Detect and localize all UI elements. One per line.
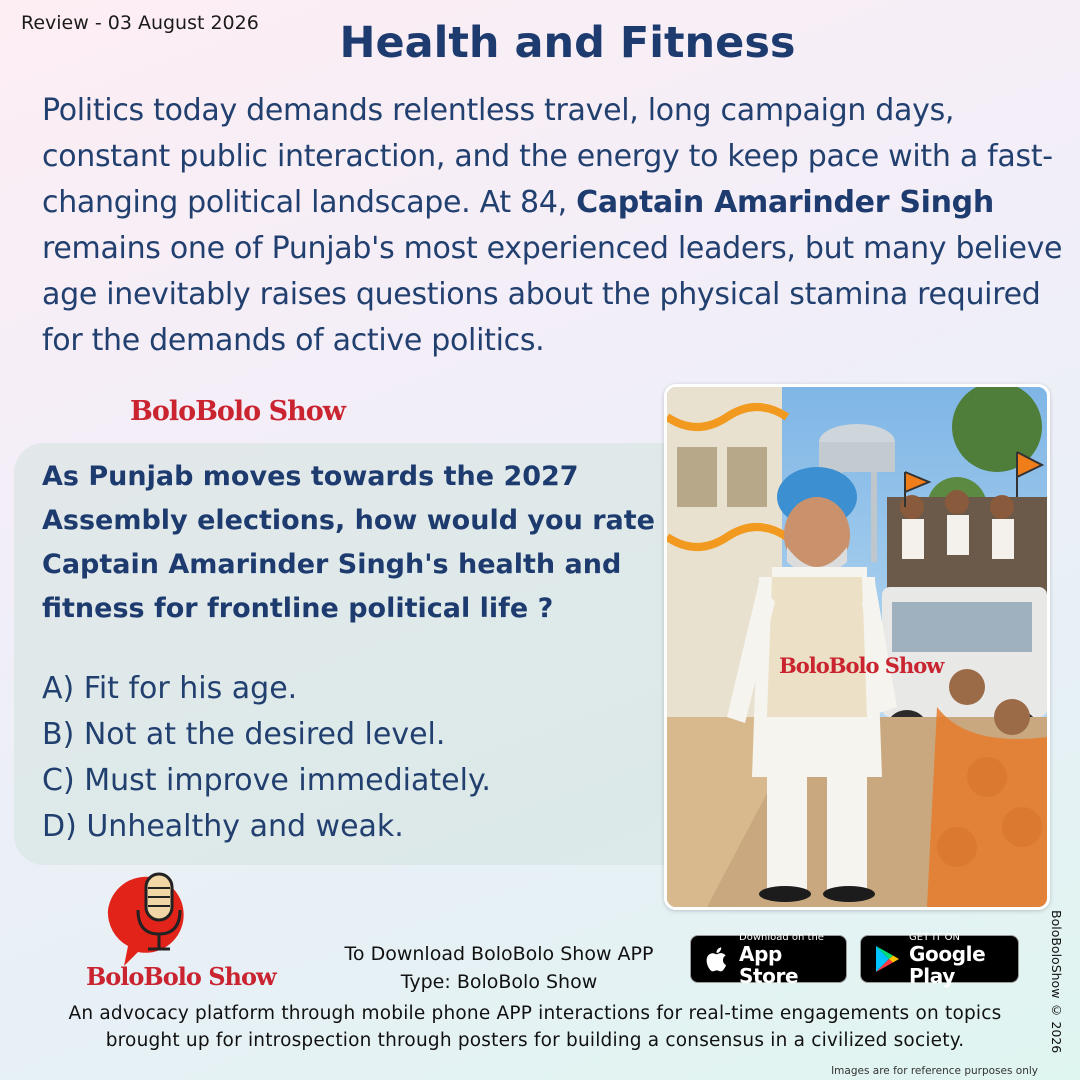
google-play-icon — [871, 943, 903, 975]
app-store-small-text: Download on the — [739, 931, 824, 943]
poll-option-d[interactable]: D) Unhealthy and weak. — [42, 809, 404, 844]
copyright-notice: BoloBoloShow © 2026 — [1049, 910, 1064, 1054]
footer-brand-text: BoloBolo Show — [86, 962, 276, 991]
poll-option-b[interactable]: B) Not at the desired level. — [42, 717, 446, 752]
intro-highlight-name: Captain Amarinder Singh — [576, 185, 994, 220]
poll-options — [42, 666, 491, 850]
download-line-2: Type: BoloBolo Show — [400, 971, 598, 993]
intro-text-before: Politics today demands relentless travel, long campaign days, constant public interaction, and the energy to keep pace with a fast-changing political landscape. At 84, — [42, 93, 1053, 220]
apple-icon — [701, 943, 733, 975]
download-line-1: To Download BoloBolo Show APP — [344, 943, 654, 965]
tagline: An advocacy platform through mobile phone APP interactions for real-time engagements on topics brought up for introspection through posters for building a consensus in a civilized society. — [68, 1003, 1002, 1051]
intro-paragraph — [42, 88, 1067, 364]
poll-option-c[interactable]: C) Must improve immediately. — [42, 763, 491, 798]
download-instructions — [330, 940, 668, 996]
campaign-illustration — [667, 387, 1047, 907]
brand-logo-text: BoloBolo Show — [130, 396, 345, 427]
app-store-label: App Store — [739, 941, 799, 988]
google-play-label: Google Play — [909, 941, 986, 988]
app-store-button[interactable] — [690, 931, 847, 988]
poll-option-a[interactable]: A) Fit for his age. — [42, 671, 298, 706]
google-play-small-text: GET IT ON — [909, 931, 960, 943]
image-disclaimer: Images are for reference purposes only — [831, 1065, 1038, 1077]
google-play-button[interactable] — [860, 931, 1019, 988]
photo-watermark: BoloBolo Show — [779, 653, 944, 678]
intro-text-after: remains one of Punjab's most experienced leaders, but many believe age inevitably raises questions about the physical stamina required for the demands of active politics. — [42, 231, 1063, 358]
poll-question: As Punjab moves towards the 2027 Assembly elections, how would you rate Captain Amarinder Singh's health and fitness for frontline political life ? — [42, 461, 655, 624]
review-date: Review - 03 August 2026 — [21, 12, 259, 34]
page-title: Health and Fitness — [339, 18, 796, 68]
campaign-photo — [664, 384, 1050, 910]
